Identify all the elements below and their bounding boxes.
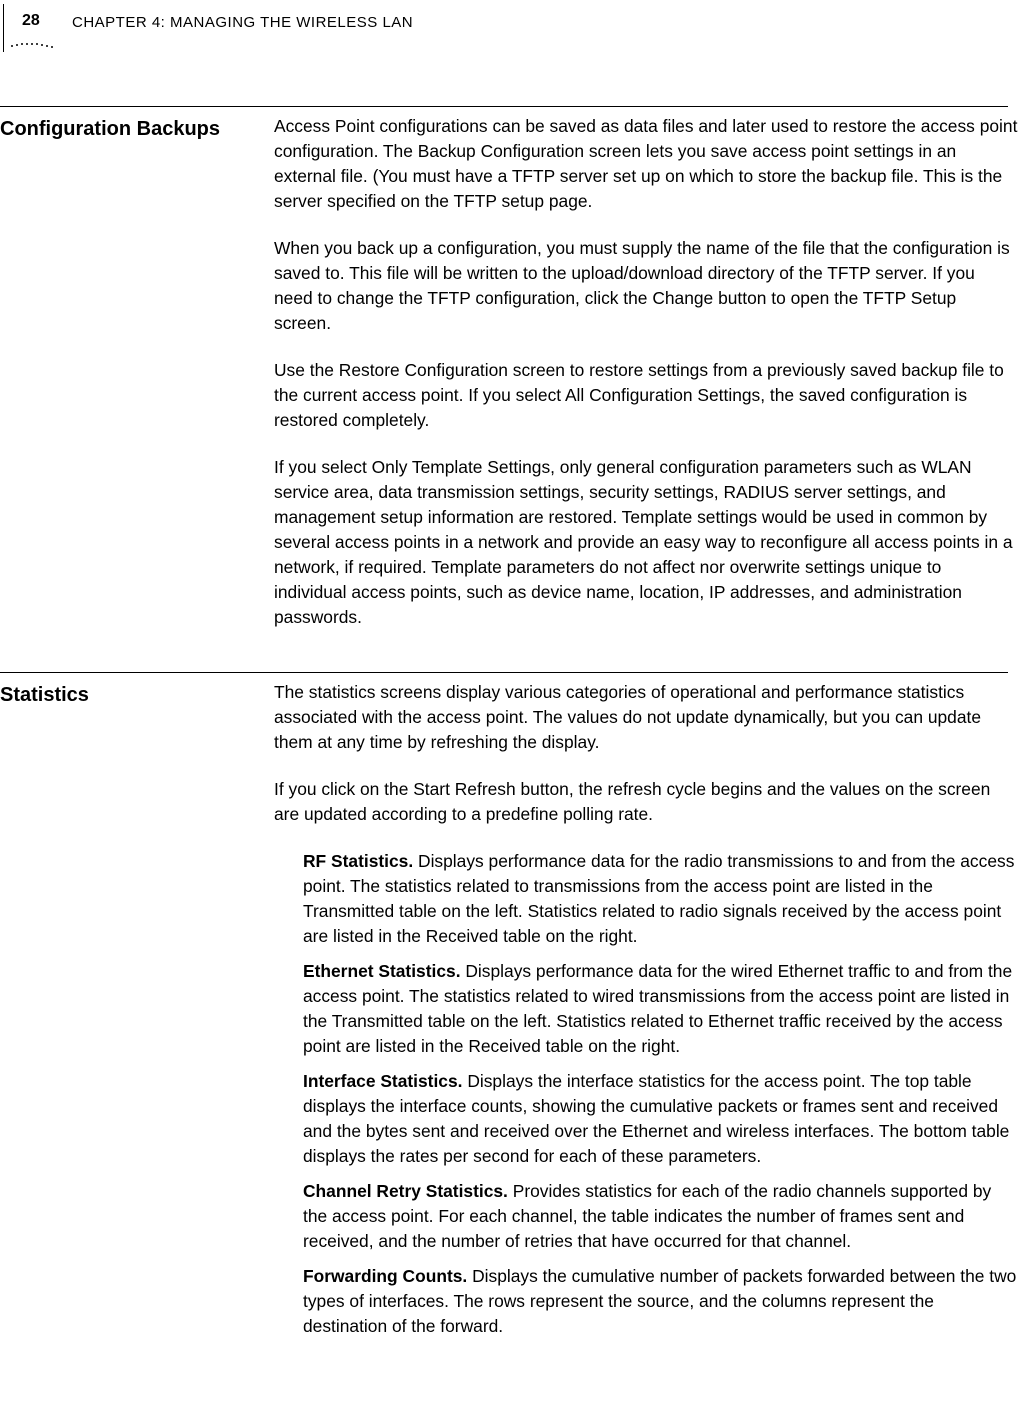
section-rule xyxy=(0,106,1008,107)
section-heading: Configuration Backups xyxy=(0,118,221,140)
subsection-interface-statistics xyxy=(303,1069,1018,1169)
page-header xyxy=(0,0,1018,60)
page-number: 28 xyxy=(22,12,40,29)
chapter-title: CHAPTER 4: MANAGING THE WIRELESS LAN xyxy=(72,14,414,31)
paragraph: Use the Restore Configuration screen to restore settings from a previously saved backup file to the current access point. If you select All Configuration Settings, the saved configuration is restored completely. xyxy=(274,360,1004,430)
subsection-text: Displays performance data for the radio transmissions to and from the access point. The statistics related to transmissions from the access point are listed in the Transmitted table on the left. Statistics related to radio signals received by the access point are listed in the Received table on the right. xyxy=(303,851,1015,946)
subsection-title: Forwarding Counts. xyxy=(303,1266,468,1286)
header-rule xyxy=(3,4,4,52)
subsection-forwarding-counts xyxy=(303,1264,1018,1339)
paragraph: Access Point configurations can be saved as data files and later used to restore the access point configuration. The Backup Configuration screen lets you save access point settings in an external file. (You must have a TFTP server set up on which to store the backup file. This is the server specified on the TFTP setup page. xyxy=(274,116,1018,211)
subsection-title: Interface Statistics. xyxy=(303,1071,463,1091)
section-body xyxy=(274,680,1018,1349)
subsection-channel-retry-statistics xyxy=(303,1179,1018,1254)
section-body xyxy=(274,114,1018,652)
paragraph: The statistics screens display various categories of operational and performance statistics associated with the access point. The values do not update dynamically, but you can update them at any time by refreshing the display. xyxy=(274,682,982,752)
section-heading: Statistics xyxy=(0,684,89,706)
subsection-rf-statistics xyxy=(303,849,1018,949)
subsection-text: Provides statistics for each of the radio channels supported by the access point. For each channel, the table indicates the number of frames sent and received, and the number of retries that have occurred for that channel. xyxy=(303,1181,992,1251)
subsection-title: RF Statistics. xyxy=(303,851,414,871)
subsection-text: Displays the interface statistics for the access point. The top table displays the interface counts, showing the cumulative packets or frames sent and received and the bytes sent and received over the Ethernet and wireless interfaces. The bottom table displays the rates per second for each of these parameters. xyxy=(303,1071,1010,1166)
paragraph: If you select Only Template Settings, only general configuration parameters such as WLAN service area, data transmission settings, security settings, RADIUS server settings, and management setup information are restored. Template settings would be used in common by several access points in a network and provide an easy way to reconfigure all access points in a network, if required. Template parameters do not affect nor overwrite settings unique to individual access points, such as device name, location, IP addresses, and administration passwords. xyxy=(274,457,1013,627)
section-rule xyxy=(0,672,1008,673)
subsection-title: Channel Retry Statistics. xyxy=(303,1181,508,1201)
subsection-title: Ethernet Statistics. xyxy=(303,961,461,981)
subsection-text: Displays performance data for the wired Ethernet traffic to and from the access point. The statistics related to wired transmissions from the access point are listed in the Transmitted table on the left. Statistics related to Ethernet traffic received by the access point are listed in the Received table on the right. xyxy=(303,961,1013,1056)
subsection-ethernet-statistics xyxy=(303,959,1018,1059)
header-dot-ornament xyxy=(10,36,56,50)
paragraph: When you back up a configuration, you must supply the name of the file that the configuration is saved to. This file will be written to the upload/download directory of the TFTP server. If you need to change the TFTP configuration, click the Change button to open the TFTP Setup screen. xyxy=(274,238,1010,333)
subsection-text: Displays the cumulative number of packets forwarded between the two types of interfaces. The rows represent the source, and the columns represent the destination of the forward. xyxy=(303,1266,1017,1336)
paragraph: If you click on the Start Refresh button, the refresh cycle begins and the values on the screen are updated according to a predefine polling rate. xyxy=(274,779,991,824)
